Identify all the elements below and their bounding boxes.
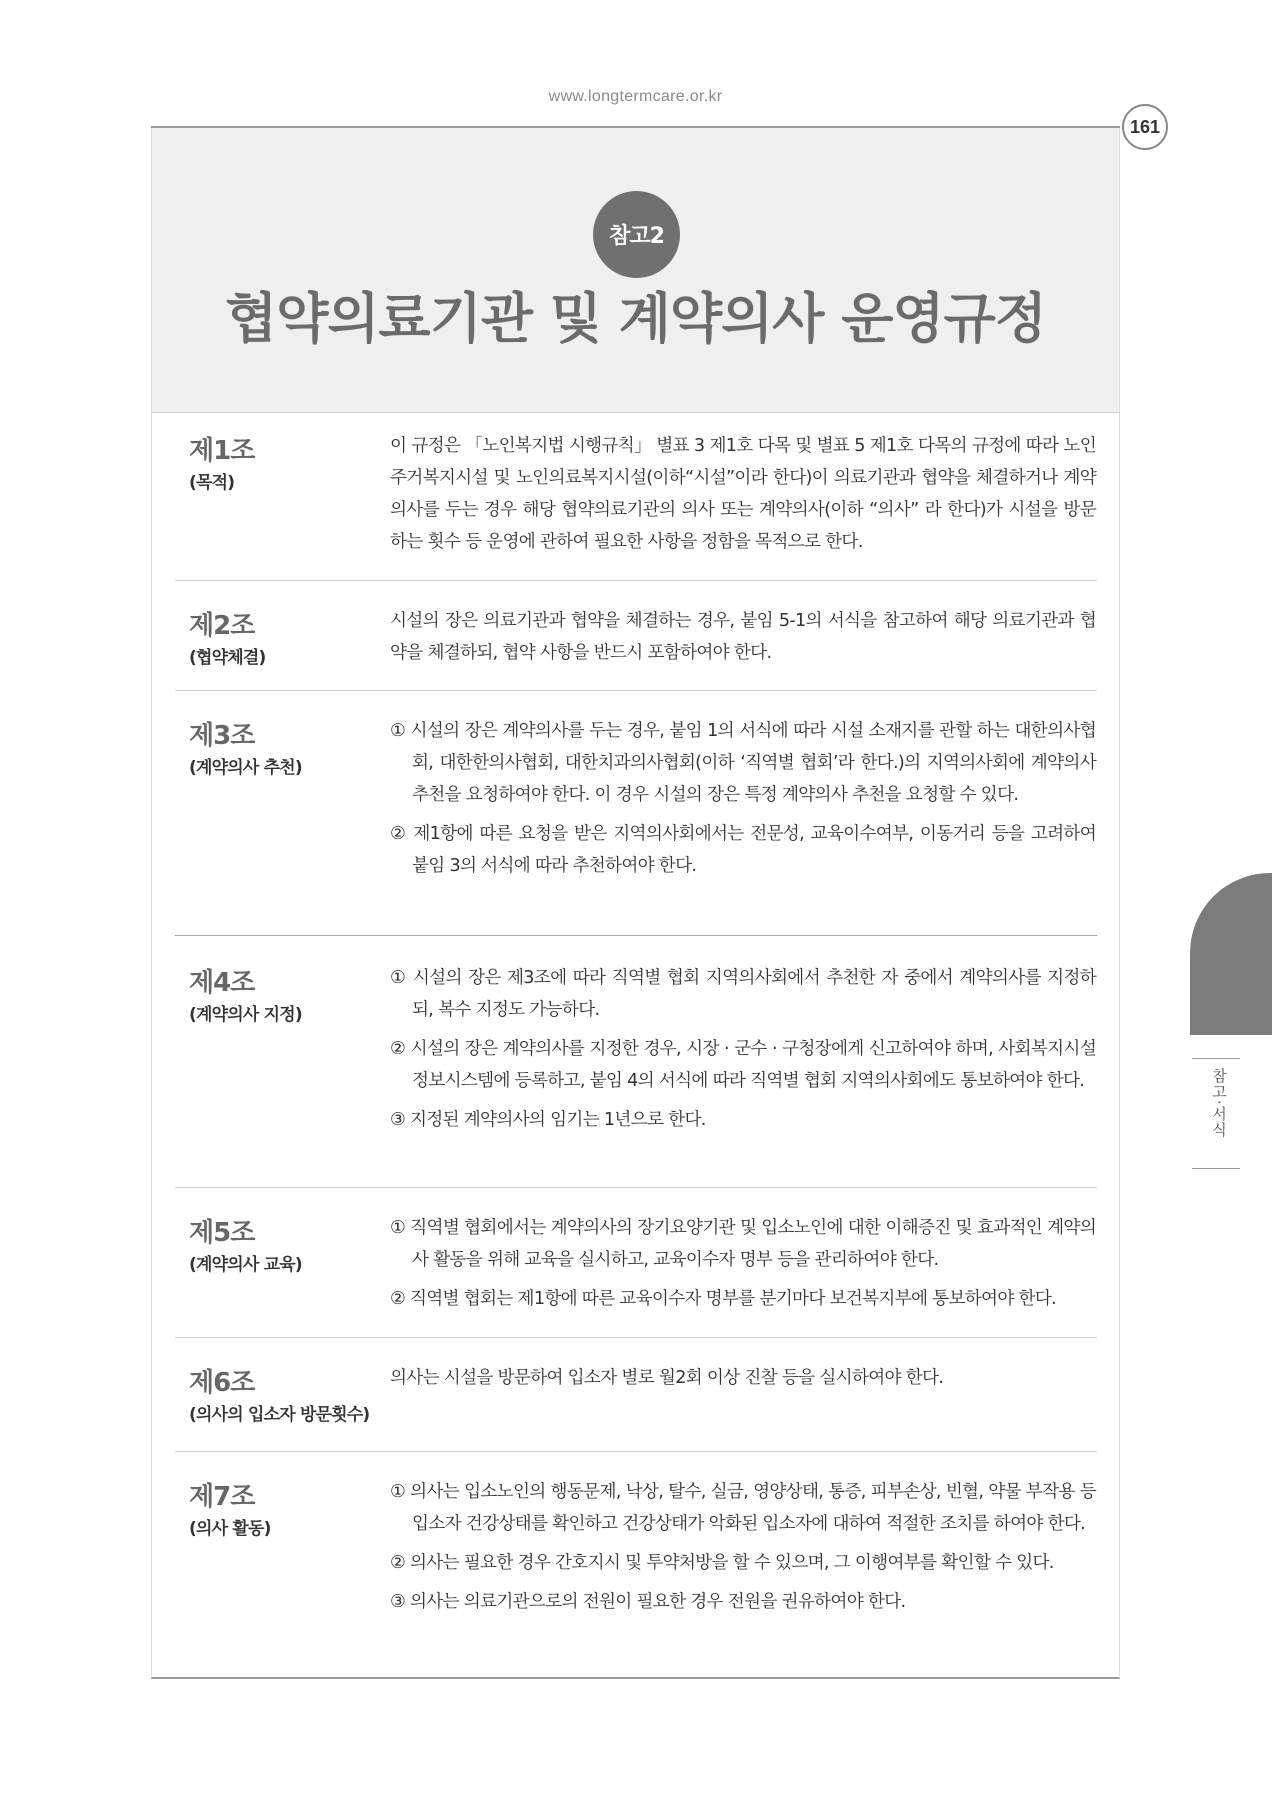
- article-paragraph: ① 의사는 입소노인의 행동문제, 낙상, 탈수, 실금, 영양상태, 통증, 피부손상, 빈혈, 약물 부작용 등 입소자 건강상태를 확인하고 건강상태가 악화된 입소자에 대하여 적절한 조치를 하여야 한다.: [390, 1482, 1096, 1534]
- article-body: [390, 1212, 1096, 1322]
- section-tab: [1190, 873, 1272, 1035]
- article-body: [390, 1476, 1096, 1625]
- article-heading: (의사 활동): [189, 1519, 271, 1539]
- article-heading: (계약의사 지정): [189, 1005, 302, 1025]
- article-divider: [175, 1337, 1097, 1338]
- site-url: www.longtermcare.or.kr: [548, 88, 723, 105]
- section-label: 참고·서식: [1210, 1068, 1228, 1138]
- article-divider: [175, 1187, 1097, 1188]
- article-paragraph: ② 제1항에 따른 요청을 받은 지역의사회에서는 전문성, 교육이수여부, 이동거리 등을 고려하여 붙임 3의 서식에 따라 추천하여야 한다.: [390, 824, 1096, 876]
- article-number: 제6조: [189, 1368, 255, 1398]
- article-heading: (목적): [189, 473, 235, 493]
- article-body: [390, 962, 1096, 1143]
- article-body: [390, 1362, 1096, 1401]
- article-paragraph: ① 시설의 장은 제3조에 따라 직역별 협회 지역의사회에서 추천한 자 중에서 계약의사를 지정하되, 복수 지정도 가능하다.: [390, 968, 1096, 1020]
- article-body: [390, 715, 1096, 889]
- article-number: 제5조: [189, 1218, 255, 1248]
- article-heading: (계약의사 교육): [189, 1255, 302, 1275]
- article-number: 제4조: [189, 968, 255, 998]
- article-paragraph: 시설의 장은 의료기관과 협약을 체결하는 경우, 붙임 5-1의 서식을 참고하여 해당 의료기관과 협약을 체결하되, 협약 사항을 반드시 포함하여야 한다.: [390, 611, 1096, 663]
- article-paragraph: ② 시설의 장은 계약의사를 지정한 경우, 시장 · 군수 · 구청장에게 신고하여야 하며, 사회복지시설정보시스템에 등록하고, 붙임 4의 서식에 따라 직역별 협회 지역의사회에도 통보하여야 한다.: [390, 1039, 1096, 1091]
- article-paragraph: ② 직역별 협회는 제1항에 따른 교육이수자 명부를 분기마다 보건복지부에 통보하여야 한다.: [390, 1289, 1057, 1309]
- title-header: [151, 128, 1120, 413]
- article-paragraph: ③ 의사는 의료기관으로의 전원이 필요한 경우 전원을 권유하여야 한다.: [390, 1592, 906, 1612]
- article-paragraph: ② 의사는 필요한 경우 간호지시 및 투약처방을 할 수 있으며, 그 이행여부를 확인할 수 있다.: [390, 1553, 1054, 1573]
- article-divider: [175, 580, 1097, 581]
- article-body: [390, 430, 1096, 565]
- article-paragraph: ① 직역별 협회에서는 계약의사의 장기요양기관 및 입소노인에 대한 이해증진 및 효과적인 계약의사 활동을 위해 교육을 실시하고, 교육이수자 명부 등을 관리하여야 한다.: [390, 1218, 1096, 1270]
- reference-badge: 참고2: [593, 191, 680, 278]
- article-number: 제7조: [189, 1482, 255, 1512]
- article-divider: [175, 1451, 1097, 1452]
- article-paragraph: ③ 지정된 계약의사의 임기는 1년으로 한다.: [390, 1110, 706, 1130]
- page-number: 161: [1122, 104, 1168, 150]
- article-number: 제2조: [189, 611, 255, 641]
- article-heading: (협약체결): [189, 648, 266, 668]
- article-divider: [175, 690, 1097, 691]
- article-divider: [175, 935, 1097, 936]
- article-paragraph: 이 규정은 「노인복지법 시행규칙」 별표 3 제1호 다목 및 별표 5 제1호 다목의 규정에 따라 노인주거복지시설 및 노인의료복지시설(이하“시설”이라 한다)이 의료기관과 협약을 체결하거나 계약의사를 두는 경우 해당 협약의료기관의 의사 또는 계약의사(이하 “의사” 라 한다)가 시설을 방문하는 횟수 등 운영에 관하여 필요한 사항을 정함을 목적으로 한다.: [390, 436, 1096, 552]
- article-number: 제3조: [189, 721, 255, 751]
- side-rule-bottom: [1192, 1168, 1240, 1169]
- document-title: 협약의료기관 및 계약의사 운영규정: [225, 287, 1046, 350]
- article-paragraph: 의사는 시설을 방문하여 입소자 별로 월2회 이상 진찰 등을 실시하여야 한다.: [390, 1368, 944, 1388]
- side-rule-top: [1192, 1058, 1240, 1059]
- article-heading: (의사의 입소자 방문횟수): [189, 1405, 370, 1425]
- article-heading: (계약의사 추천): [189, 758, 302, 778]
- article-body: [390, 605, 1096, 676]
- article-paragraph: ① 시설의 장은 계약의사를 두는 경우, 붙임 1의 서식에 따라 시설 소재지를 관할 하는 대한의사협회, 대한한의사협회, 대한치과의사협회(이하 ‘직역별 협회’라 한다.)의 지역의사회에 계약의사추천을 요청하여야 한다. 이 경우 시설의 장은 특정 계약의사 추천을 요청할 수 있다.: [390, 721, 1096, 805]
- article-number: 제1조: [189, 436, 255, 466]
